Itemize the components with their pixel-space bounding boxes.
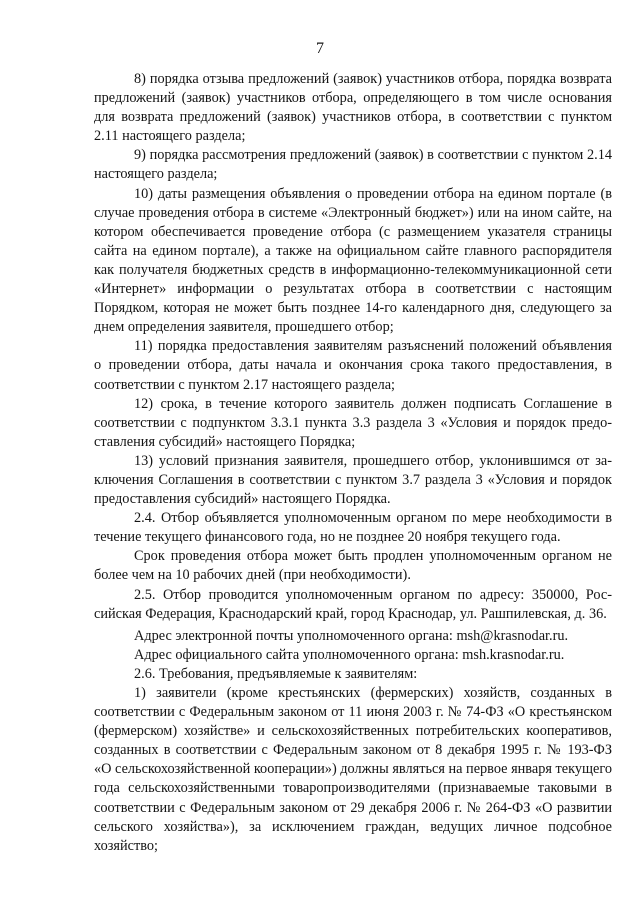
page-number: 7: [316, 40, 324, 57]
paragraph-extension-term: Срок проведения отбора может быть продлен уполномоченным органом не более чем на 10 рабочих дней (при необходимости).: [94, 548, 612, 584]
paragraph-item-11: 11) порядка предоставления заявителям разъяснений положений объявления о проведении отбора, даты начала и окончания срока такого предоставления, в соответствии с пунктом 2.17 настоящего раздела;: [94, 338, 612, 393]
paragraph-item-10: 10) даты размещения объявления о проведении отбора на едином портале (в случае проведения отбора в системе «Электронный бюджет») или на ином сайте, на котором обеспечивается проведение отбора (с размещением указателя страницы сайта на едином портале), а также на официальном сайте главного распорядителя как получателя бюджетных средств в информационно-телекоммуникационной сети «Интернет» информации о результатах отбора в соответствии с настоящим Порядком, которая не может быть позднее 14-го календарного дня, следующего за днем определения заявителя, прошедшего отбор;: [94, 185, 612, 336]
paragraph-clause-2-4: 2.4. Отбор объявляется уполномоченным органом по мере необходимости в течение текущего финансового года, но не позднее 20 ноября текущего года.: [94, 510, 612, 546]
document-body: [94, 70, 612, 856]
paragraph-item-12: 12) срока, в течение которого заявитель должен подписать Соглашение в соответствии с подпунктом 3.3.1 пункта 3.3 раздела 3 «Условия и порядок предоставления субсидий» настоящего Порядка;: [94, 395, 612, 450]
paragraph-item-8: 8) порядка отзыва предложений (заявок) участников отбора, порядка возврата предложений (заявок) участников отбора, определяющего в том числе основания для возврата предложений (заявок) участников отбора, в соответствии с пунктом 2.11 настоящего раздела;: [94, 71, 612, 145]
paragraph-website-address: Адрес официального сайта уполномоченного органа: msh.krasnodar.ru.: [134, 646, 565, 663]
paragraph-clause-2-6: 2.6. Требования, предъявляемые к заявителям:: [134, 665, 418, 682]
paragraph-requirement-1: 1) заявители (кроме крестьянских (фермерских) хозяйств, созданных в соответствии с Федеральным законом от 11 июня 2003 г. № 74-ФЗ «О крестьянском (фермерском) хозяйстве» и сельскохозяйственных потребительских кооперативов, созданных в соответствии с Федеральным законом от 8 декабря 1995 г. № 193-ФЗ «О сельскохозяйственной кооперации») должны являться на первое января текущего года сельскохозяйственными товаропроизводителями (признаваемые таковыми в соответствии с Федеральным законом от 29 декабря 2006 г. № 264-ФЗ «О развитии сельского хозяйства»), за исключением граждан, ведущих личное подсобное хозяйство;: [94, 685, 613, 854]
paragraph-clause-2-5: 2.5. Отбор проводится уполномоченным органом по адресу: 350000, Российская Федерация, Краснодарский край, город Краснодар, ул. Рашпилевская, д. 36.: [94, 586, 612, 622]
paragraph-item-9: 9) порядка рассмотрения предложений (заявок) в соответствии с пунктом 2.14 настоящего раздела;: [94, 147, 612, 183]
paragraph-item-13: 13) условий признания заявителя, прошедшего отбор, уклонившимся от заключения Соглашения в соответствии с пунктом 3.7 раздела 3 «Условия и порядок предоставления субсидий» настоящего Порядка.: [94, 452, 612, 508]
paragraph-email-address: Адрес электронной почты уполномоченного органа: msh@krasnodar.ru.: [134, 627, 569, 644]
